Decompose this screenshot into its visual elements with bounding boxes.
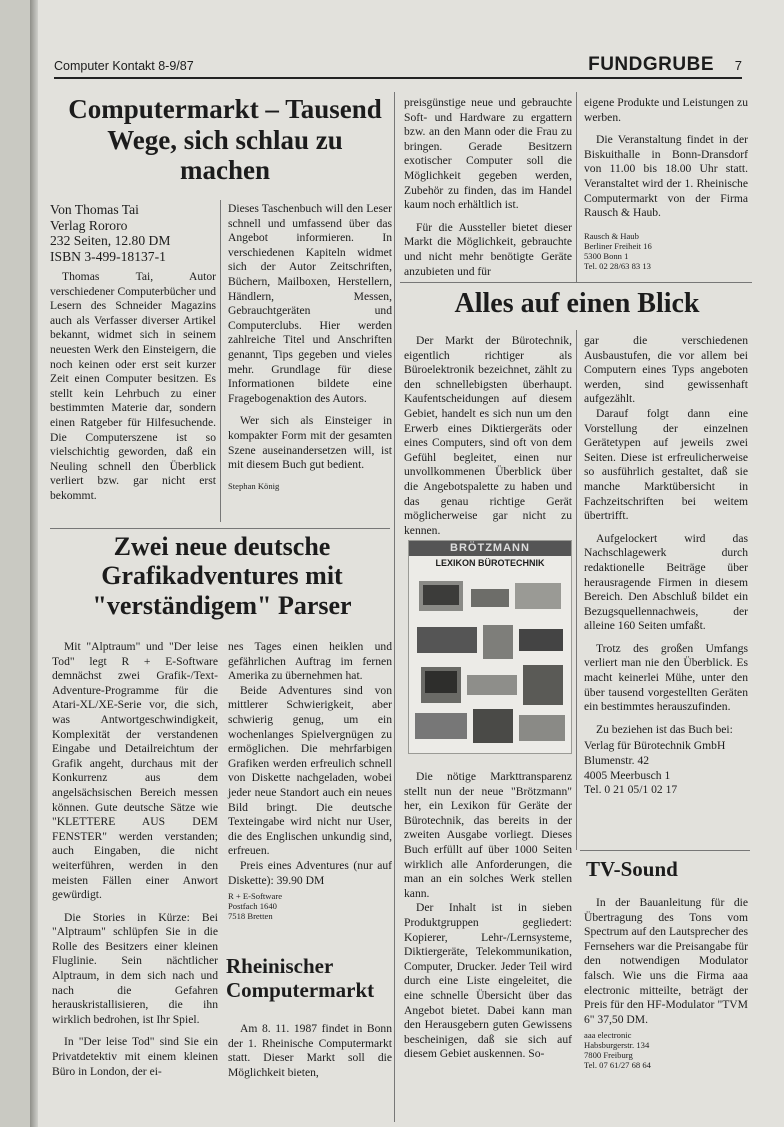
- section-rule-2: [400, 282, 752, 283]
- paragraph: Die Veranstaltung findet in der Biskuithalle in Bonn-Dransdorf von 11.00 bis 18.00 Uhr statt. Veranstaltet wird der 1. Rheinische Computermarkt von der Firma Rausch & Haub.: [584, 133, 748, 220]
- article-title-tv-sound: TV-Sound: [586, 857, 678, 881]
- section-rule-3: [580, 850, 750, 851]
- page-number: 7: [734, 58, 742, 73]
- article-title-rheinischer: Rheinischer Computermarkt: [226, 954, 375, 1002]
- publication-issue: Computer Kontakt 8-9/87: [54, 59, 194, 73]
- article-text: [404, 334, 572, 538]
- vendor-address: aaa electronic Habsburgerstr. 134 7800 Freiburg Tel. 07 61/27 68 64: [584, 1030, 651, 1071]
- header-rule: [54, 77, 742, 79]
- paragraph: Zu beziehen ist das Buch bei:: [596, 722, 733, 736]
- book-pages-price: 232 Seiten, 12.80 DM: [50, 233, 171, 249]
- book-info: [50, 202, 220, 264]
- vendor-address: Rausch & Haub Berliner Freiheit 16 5300 Bonn 1 Tel. 02 28/63 83 13: [584, 230, 652, 271]
- paragraph: Die Stories in Kürze: Bei "Alptraum" schlüpfen Sie in die Rolle des Besitzers einer kleinen Fluglinie. Sein nächtlicher Alptraum, in dem sich nach und nach die Gefahren herauskristallisieren, die ihn wirklich bedrohen, ist Ihr Spiel.: [52, 910, 218, 1026]
- column-divider-3: [576, 92, 577, 282]
- paragraph: Der Markt der Bürotechnik, eigentlich richtiger als Büroelektronik bezeichnet, zählt zu den schnellebigsten überhaupt. Kaufentscheidungen auf diesem Gebiet, handelt es sich nun um den Erwerb eines Diktiergeräts oder eines Computers, sind oft von dem Gefühl begleitet, einen nur unvollkommenen Überblick über die Angebotspalette zu haben und das genau richtige Gerät möglicherweise gar nicht zu kennen.: [404, 334, 572, 537]
- paragraph: Mit "Alptraum" und "Der leise Tod" legt R + E-Software demnächst zwei Grafik-/Text-Adventure-Programme für die Atari-XL/XE-Serie vor, die sich, was Antwortgeschwindigkeit, Komplexität der verstandenen Eingabe und Detailreichtum der Grafik angeht, durchaus mit der Konkurrenz aus dem angelsächsischen Bereich messen können. Gute deutsche Sätze wie "KLETTERE AUS DEM FENSTER" werden verstanden; auch Eingaben, die nicht weiterführen, werden in den meisten Fällen einer Anwort gewürdigt.: [52, 640, 218, 902]
- book-author: Von Thomas Tai: [50, 202, 139, 217]
- article-text: [584, 334, 748, 798]
- paragraph: Am 8. 11. 1987 findet in Bonn der 1. Rheinische Computermarkt statt. Dieser Markt soll die Möglichkeit bieten,: [228, 1022, 392, 1079]
- publisher-address: Verlag für Bürotechnik GmbH Blumenstr. 42 4005 Meerbusch 1 Tel. 0 21 05/1 02 17: [584, 739, 726, 797]
- paragraph: Dieses Taschenbuch will den Leser schnell und umfassend über das Angebot informieren. In verschiedenen Kapiteln widmet sich der Autor Zeitschriften, Büchern, Mailboxen, Herstellern, Händlern, Messen, Gebrauchtgeräten und Computerclubs. Hier werden zahlreiche Titel und Anschriften genannt, Tips gegeben und vieles mehr. Grundlage für diese Informationen bildete eine Fragebogenaktion des Autors.: [228, 202, 392, 405]
- section-title: FUNDGRUBE: [588, 54, 714, 75]
- paragraph: Der Inhalt ist in sieben Produktgruppen gegliedert: Kopierer, Lehr-/Lernsysteme, Diktiergeräte, Telekommunikation, Computer, Drucker. Jeder Teil wird durch eine Liste eingeleitet, die eine schnelle Übersicht über das Angebot bietet. Dabei kann man den Herausgebern guten Gewissens bescheinigen, daß sie sich auf diesem Gebiet auskennen. So-: [404, 901, 572, 1061]
- section-rule-1: [50, 528, 390, 529]
- article-text: [50, 270, 216, 504]
- paragraph: eigene Produkte und Leistungen zu werben.: [584, 96, 748, 124]
- paragraph: Beide Adventures sind von mittlerer Schwierigkeit, aber schwierig genug, um ein wochenlanges Spielvergnügen zu ermöglichen. Die mehrfarbigen Grafiken werden erfreulich schnell von Diskette nachgeladen, wobei jeder neue Standort auch ein neues Bild bringt. Die deutsche Texteingabe wird nicht nur User, die des Englischen unkundig sind, erfreuen.: [228, 683, 392, 858]
- office-equipment-illustration: [409, 541, 571, 753]
- article-text: [228, 640, 392, 921]
- paragraph: Trotz des großen Umfangs verliert man nie den Überblick. Es macht keinerlei Mühe, unter den über tausend vorgestellten Geräten ein bestimmtes herauszufinden.: [584, 641, 748, 714]
- paragraph: Die nötige Markttransparenz stellt nun der neue "Brötzmann" her, ein Lexikon für Geräte der Bürotechnik, das bereits in der zweiten Ausgabe vorliegt. Dieses Buch erfüllt auf über 1000 Seiten wirklich alle Anforderungen, die man an ein solches Werk stellen kann.: [404, 770, 572, 900]
- article-title-grafikadventures: Zwei neue deutsche Grafikadventures mit "verständigem" Parser: [92, 532, 352, 620]
- column-divider-1: [394, 92, 395, 1122]
- photo-subtitle: LEXIKON BÜROTECHNIK: [435, 558, 545, 568]
- book-isbn: ISBN 3-499-18137-1: [50, 248, 166, 264]
- paragraph: Preis eines Adventures (nur auf Diskette): 39.90 DM: [228, 858, 392, 887]
- paragraph: In der Bauanleitung für die Übertragung des Tons vom Spectrum auf den Lautsprecher des Fernsehers war die Preisangabe für den notwendigen Modulator falsch. Wie uns die Firma aaa electronic mitteilte, beträgt der Preis für den HF-Modulator "TVM 6" 37,50 DM.: [584, 896, 748, 1026]
- paragraph: nes Tages einen heiklen und gefährlichen Auftrag im fernen Amerika zu übernehmen hat.: [228, 640, 392, 683]
- article-title-alles-auf-einen-blick: Alles auf einen Blick: [454, 288, 700, 319]
- book-cover-photo: [408, 540, 572, 754]
- paragraph: Wer sich als Einsteiger in kompakter Form mit der gesamten Szene auseinandersetzen will, ist mit diesem Buch gut bedient.: [228, 414, 392, 472]
- page-header: [54, 54, 742, 80]
- paragraph: Für die Aussteller bietet dieser Markt die Möglichkeit, gebrauchte und nicht mehr benötigte Geräte anzubieten und für: [404, 220, 572, 278]
- article-text: [404, 96, 572, 279]
- paragraph: Darauf folgt dann eine Vorstellung der einzelnen Gerätetypen auf jeweils zwei Seiten. Diese ist erfreulicherweise so ausführlich gestaltet, daß sie manche Marktübersicht in Fachzeitschriften bei weitem übertrifft.: [584, 406, 748, 523]
- paragraph: Thomas Tai, Autor verschiedener Computerbücher und Lesern des Schneider Magazins auch als Verfasser diverser Artikel bekannt, widmet sich in seinem neuesten Werk den Einsteigern, die noch keinen oder erst seit kurzer Zeit einen Computer besitzen. Es stellt kein Lehrbuch zu einer bestimmten Materie dar, sondern einen Ratgeber für Hilfesuchende. Die Computerszene ist so vielschichtig geworden, daß ein Neuling schnell den Überblick verliert bzw. gar nicht erst bekommt.: [50, 270, 216, 502]
- paragraph: In "Der leise Tod" sind Sie ein Privatdetektiv mit einem kleinen Büro in London, der ei-: [52, 1035, 218, 1078]
- page-edge-shadow: [30, 0, 38, 1127]
- column-divider-2: [220, 200, 221, 522]
- article-text: [404, 770, 572, 1062]
- vendor-address: R + E-Software Postfach 1640 7518 Bretten: [228, 891, 283, 922]
- paragraph: gar die verschiedenen Ausbaustufen, die vor allem bei Computern eines Typs angeboten werden, sind gewissenhaft aufgezählt.: [584, 334, 748, 406]
- paragraph: Aufgelockert wird das Nachschlagewerk durch redaktionelle Beiträge über herausragende Firmen in diesem Bereich. Den Abschluß bildet ein Bezugsquellennachweis, der alleine 160 Seiten umfaßt.: [584, 531, 748, 633]
- photo-band-text: BRÖTZMANN: [409, 541, 571, 556]
- article-title-computermarkt: Computermarkt – Tausend Wege, sich schlau zu machen: [68, 94, 382, 185]
- article-text: [584, 96, 748, 271]
- article-text: [228, 202, 392, 491]
- book-publisher: Verlag Rororo: [50, 217, 128, 233]
- article-author: Stephan König: [228, 480, 280, 491]
- paragraph: preisgünstige neue und gebrauchte Soft- und Hardware zu ergattern bzw. an den Mann oder die Frau zu bringen. Gerade Besitzern exotischer Computer soll die Möglichkeit gegeben werden, Zubehör zu finden, das im Handel kaum noch erhältlich ist.: [404, 96, 572, 212]
- article-text: [52, 640, 218, 1079]
- article-text: [228, 1022, 392, 1080]
- article-text: [584, 896, 748, 1070]
- column-divider-4: [576, 330, 577, 850]
